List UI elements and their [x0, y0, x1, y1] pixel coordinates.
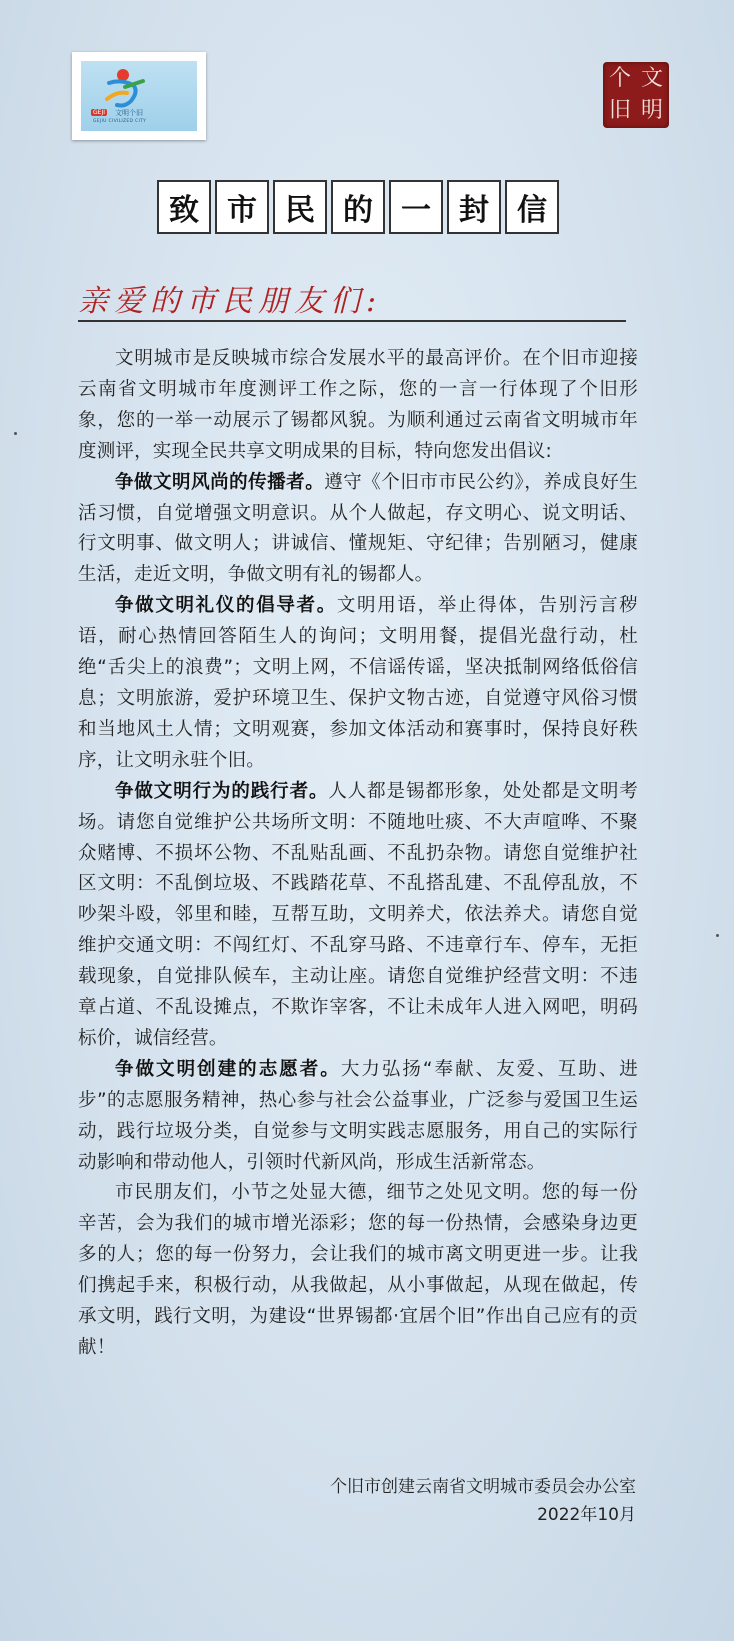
section-text: 文明用语，举止得体，告别污言秽语，耐心热情回答陌生人的询问；文明用餐，提倡光盘行动，杜绝“舌尖上的浪费”；文明上网，不信谣传谣，坚决抵制网络低俗信息；文明旅游，爱护环境卫生、保护文物古迹，自觉遵守风俗习惯和当地风土人情；文明观赛，参加文体活动和赛事时，保持良好秩序，让文明永驻个旧。 [78, 595, 638, 771]
logo-image [81, 61, 197, 131]
intro-paragraph: 文明城市是反映城市综合发展水平的最高评价。在个旧市迎接云南省文明城市年度测评工作之际，您的一言一行体现了个旧形象，您的一举一动展示了锡都风貌。为顺利通过云南省文明城市年度测评，实现全民共享文明成果的目标，特向您发出倡议: [78, 348, 638, 462]
letter-title [157, 180, 577, 236]
section-paragraph [78, 468, 638, 592]
title-char: 的 [331, 180, 385, 234]
section-heading: 争做文明创建的志愿者。 [115, 1058, 341, 1080]
signature-block [330, 1473, 636, 1529]
red-seal [603, 62, 669, 128]
section-text: 大力弘扬“奉献、友爱、互助、进步”的志愿服务精神，热心参与社会公益事业，广泛参与爱国卫生运动，践行垃圾分类，自觉参与文明实践志愿服务，用自己的实际行动影响和带动他人，引领时代新风尚，形成生活新常态。 [78, 1058, 638, 1173]
decorative-speck [14, 432, 17, 435]
logo-slogan: GEJIU CIVILIZED CITY [93, 119, 147, 124]
seal-char: 旧 [608, 98, 631, 123]
title-char: 一 [389, 180, 443, 234]
title-char: 信 [505, 180, 559, 234]
section-text: 遵守《个旧市市民公约》，养成良好生活习惯，自觉增强文明意识。从个人做起，存文明心、说文明话、行文明事、做文明人；讲诚信、懂规矩、守纪律；告别陋习，健康生活，走近文明，争做文明有礼的锡都人。 [78, 471, 639, 586]
seal-char: 明 [640, 98, 663, 123]
section-paragraph [78, 777, 638, 1055]
letter-body [78, 344, 638, 1364]
title-char: 民 [273, 180, 327, 234]
decorative-speck [716, 934, 719, 937]
section-heading: 争做文明礼仪的倡导者。 [115, 595, 337, 617]
section-paragraph [78, 1055, 638, 1179]
title-char: 封 [447, 180, 501, 234]
salutation: 亲爱的市民朋友们: [78, 284, 383, 319]
section-text: 人人都是锡都形象，处处都是文明考场。请您自觉维护公共场所文明：不随地吐痰、不大声喧哗、不聚众赌博、不损坏公物、不乱贴乱画、不乱扔杂物。请您自觉维护社区文明：不乱倒垃圾、不践踏花草、不乱搭乱建、不乱停乱放，不吵架斗殴，邻里和睦，互帮互助，文明养犬，依法养犬。请您自觉维护交通文明：不闯红灯、不乱穿马路、不违章行车、停车，无拒载现象，自觉排队候车，主动让座。请您自觉维护经营文明：不违章占道、不乱设摊点，不欺诈宰客，不让未成年人进入网吧，明码标价，诚信经营。 [78, 780, 638, 1049]
city-logo-stamp [72, 52, 206, 140]
seal-char: 文 [640, 66, 663, 91]
divider [78, 320, 626, 322]
section-paragraph [78, 591, 638, 776]
logo-badge: GEJI [93, 109, 105, 116]
section-heading: 争做文明风尚的传播者。 [115, 471, 325, 493]
seal-char: 个 [608, 66, 631, 91]
title-char: 市 [215, 180, 269, 234]
title-char: 致 [157, 180, 211, 234]
closing-paragraph: 市民朋友们，小节之处显大德，细节之处见文明。您的每一份辛苦，会为我们的城市增光添彩；您的每一份热情，会感染身边更多的人；您的每一份努力，会让我们的城市离文明更进一步。让我们携起手来，积极行动，从我做起，从小事做起，从现在做起，传承文明，践行文明，为建设“世界锡都·宜居个旧”作出自己应有的贡献！ [78, 1182, 638, 1358]
logo-name: 文明个旧 [115, 109, 143, 117]
signature-org: 个旧市创建云南省文明城市委员会办公室 [330, 1477, 636, 1497]
section-heading: 争做文明行为的践行者。 [115, 780, 329, 802]
signature-date: 2022年10月 [537, 1505, 636, 1525]
